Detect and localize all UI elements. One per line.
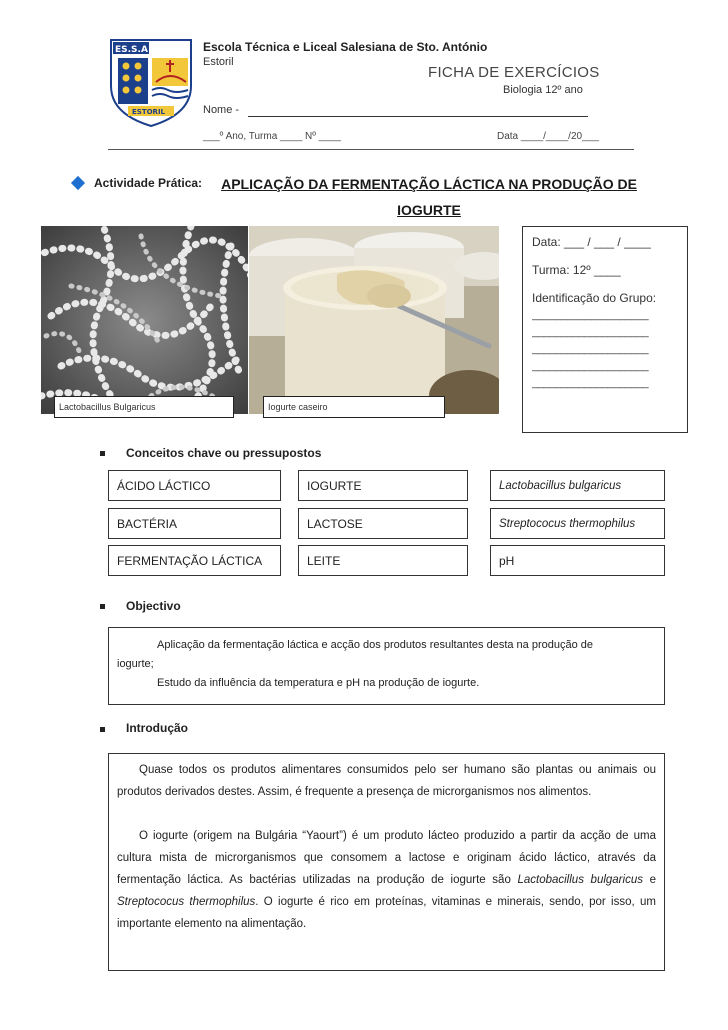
class-entry[interactable]: Turma: 12º ____: [532, 263, 621, 277]
homemade-yogurt-photo: [249, 226, 499, 414]
square-bullet-icon: [100, 727, 105, 732]
intro-paragraph: [117, 825, 656, 935]
introduction-title: Introdução: [126, 721, 188, 735]
diamond-bullet-icon: [71, 176, 85, 190]
concept-cell: pH: [490, 545, 665, 576]
activity-label: Actividade Prática:: [94, 176, 203, 190]
introduction-box: [108, 753, 665, 971]
sheet-title: FICHA DE EXERCÍCIOS: [428, 64, 600, 81]
school-crest: [108, 38, 194, 128]
group-line[interactable]: ____________________: [532, 309, 649, 321]
date-entry[interactable]: Data: ___ / ___ / ____: [532, 235, 651, 249]
activity-title-line1: APLICAÇÃO DA FERMENTAÇÃO LÁCTICA NA PRODUÇÃO DE: [221, 176, 637, 192]
bacteria-caption: Lactobacillus Bulgaricus: [54, 396, 234, 418]
activity-title: [214, 171, 644, 223]
concept-cell: Streptococus thermophilus: [490, 508, 665, 539]
concept-cell: LEITE: [298, 545, 468, 576]
name-label: Nome -: [203, 104, 240, 116]
school-name: Escola Técnica e Liceal Salesiana de Sto. António: [203, 40, 488, 54]
concept-cell: LACTOSE: [298, 508, 468, 539]
concept-cell: FERMENTAÇÃO LÁCTICA: [108, 545, 281, 576]
school-city: Estoril: [203, 56, 234, 68]
objective-box: [108, 627, 665, 705]
header-divider: [108, 149, 634, 150]
date-field[interactable]: Data ____/____/20___: [497, 131, 599, 142]
group-line[interactable]: ____________________: [532, 326, 649, 338]
name-field-line[interactable]: [248, 116, 588, 117]
concept-cell: BACTÉRIA: [108, 508, 281, 539]
bacteria-micrograph: [41, 226, 248, 414]
intro-paragraph: Quase todos os produtos alimentares consumidos pelo ser humano são plantas ou animais ou produtos derivados destes. Assim, é frequente a presença de microrganismos nos alimentos.: [117, 764, 656, 798]
intro-text: . O iogurte é rico em proteínas, vitaminas e minerais, sendo, por isso, um importante elemento na alimentação.: [117, 896, 656, 930]
concept-cell: Lactobacillus bulgaricus: [490, 470, 665, 501]
intro-text: O iogurte (origem na Bulgária “Yaourt”) é um produto lácteo produzido a partir da acção de uma cultura mista de microrganismos que consomem a lactose e originam ácido láctico, através da fermentação láctica. As bactérias utilizadas na produção de iogurte são: [117, 830, 656, 886]
square-bullet-icon: [100, 451, 105, 456]
yogurt-caption: Iogurte caseiro: [263, 396, 445, 418]
objective-line-cont: iogurte;: [117, 658, 154, 670]
activity-title-line2: IOGURTE: [397, 202, 461, 218]
concept-cell: ÁCIDO LÁCTICO: [108, 470, 281, 501]
objective-line: Aplicação da fermentação láctica e acção dos produtos resultantes desta na produção de: [157, 639, 593, 651]
objective-title: Objectivo: [126, 599, 181, 613]
intro-text: e: [642, 874, 656, 886]
objective-line: Estudo da influência da temperatura e pH na produção de iogurte.: [157, 677, 480, 689]
concepts-title: Conceitos chave ou pressupostos: [126, 446, 322, 460]
species-name: Lactobacillus bulgaricus: [517, 874, 643, 886]
group-line[interactable]: ____________________: [532, 343, 649, 355]
square-bullet-icon: [100, 604, 105, 609]
crest-top-text: ES.S.A: [115, 45, 148, 55]
species-name: Streptococus thermophilus: [117, 896, 256, 908]
concept-cell: IOGURTE: [298, 470, 468, 501]
group-line[interactable]: ____________________: [532, 377, 649, 389]
crest-bottom-text: ESTORIL: [132, 108, 166, 116]
group-info-box: [522, 226, 688, 433]
subject-label: Biologia 12º ano: [503, 84, 583, 96]
class-number-field[interactable]: ___º Ano, Turma ____ Nº ____: [203, 131, 341, 142]
group-line[interactable]: ____________________: [532, 360, 649, 372]
group-identification-label: Identificação do Grupo:: [532, 291, 657, 305]
